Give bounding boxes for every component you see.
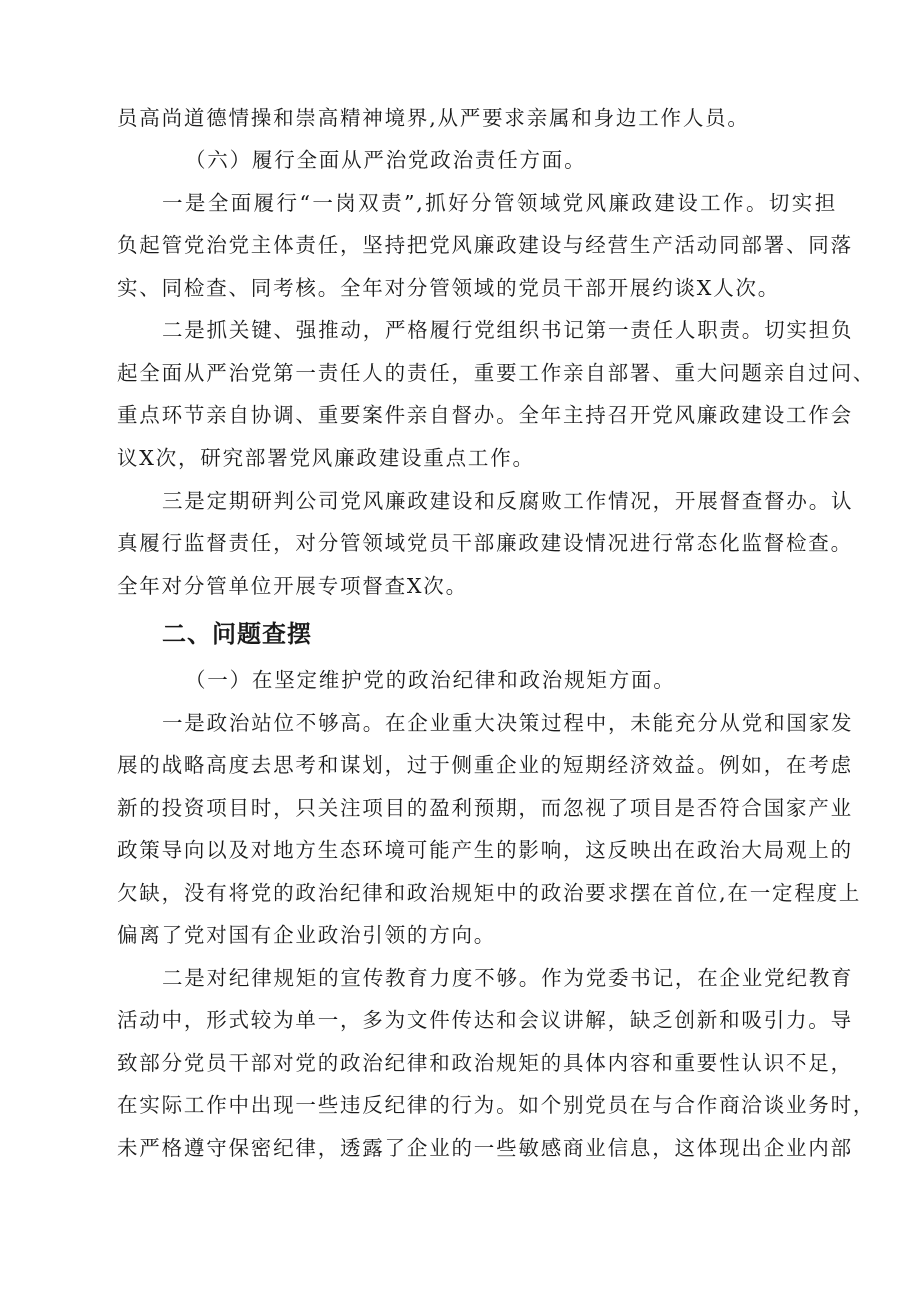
paragraph-line: 未严格遵守保密纪律，透露了企业的一些敏感商业信息，这体现出企业内部 (117, 1136, 853, 1160)
paragraph-line: 全年对分管单位开展专项督查X次。 (117, 574, 468, 598)
subheading-one: （一）在坚定维护党的政治纪律和政治规矩方面。 (185, 668, 676, 692)
paragraph-line: 政策导向以及对地方生态环境可能产生的影响，这反映出在政治大局观上的 (117, 838, 853, 862)
paragraph-line: 员高尚道德情操和崇高精神境界,从严要求亲属和身边工作人员。 (117, 106, 750, 130)
paragraph-line: 二是对纪律规矩的宣传教育力度不够。作为党委书记，在企业党纪教育 (162, 966, 854, 990)
paragraph-line: 二是抓关键、强推动，严格履行党组织书记第一责任人职责。切实担负 (162, 318, 854, 342)
paragraph-line: 在实际工作中出现一些违反纪律的行为。如个别党员在与合作商洽谈业务时， (117, 1093, 876, 1117)
paragraph-line: 欠缺，没有将党的政治纪律和政治规矩中的政治要求摆在首位,在一定程度上 (117, 881, 862, 905)
section-heading: 二、问题查摆 (162, 620, 312, 648)
paragraph-line: 重点环节亲自协调、重要案件亲自督办。全年主持召开党风廉政建设工作会 (117, 403, 853, 427)
paragraph-line: 新的投资项目时，只关注项目的盈利预期，而忽视了项目是否符合国家产业 (117, 796, 853, 820)
paragraph-line: 致部分党员干部对党的政治纪律和政治规矩的具体内容和重要性认识不足， (117, 1051, 853, 1075)
paragraph-line: 展的战略高度去思考和谋划，过于侧重企业的短期经济效益。例如，在考虑 (117, 753, 853, 777)
paragraph-line: 议X次，研究部署党风廉政建设重点工作。 (117, 446, 535, 470)
subheading-six: （六）履行全面从严治党政治责任方面。 (185, 148, 587, 172)
paragraph-line: 一是政治站位不够高。在企业重大决策过程中，未能充分从党和国家发 (162, 711, 854, 735)
paragraph-line: 三是定期研判公司党风廉政建设和反腐败工作情况，开展督查督办。认 (162, 489, 854, 513)
paragraph-line: 实、同检查、同考核。全年对分管领域的党员干部开展约谈X人次。 (117, 276, 781, 300)
paragraph-line: 活动中，形式较为单一，多为文件传达和会议讲解，缺乏创新和吸引力。导 (117, 1008, 853, 1032)
paragraph-line: 偏离了党对国有企业政治引领的方向。 (117, 923, 497, 947)
paragraph-line: 负起管党治党主体责任，坚持把党风廉政建设与经营生产活动同部署、同落 (117, 233, 853, 257)
paragraph-line: 一是全面履行“一岗双责”,抓好分管领域党风廉政建设工作。切实担 (162, 191, 837, 215)
paragraph-line: 起全面从严治党第一责任人的责任，重要工作亲自部署、重大问题亲自过问、 (117, 361, 876, 385)
paragraph-line: 真履行监督责任，对分管领域党员干部廉政建设情况进行常态化监督检查。 (117, 531, 853, 555)
